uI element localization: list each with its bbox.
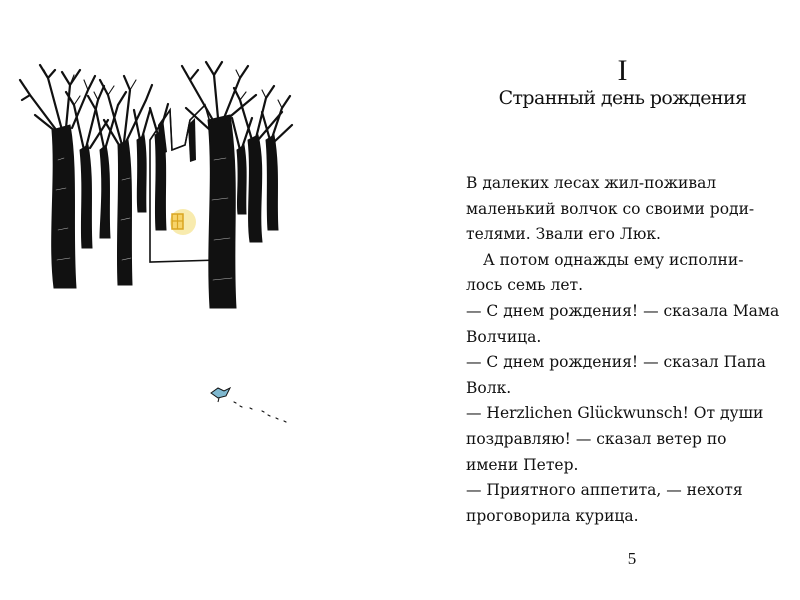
body-line: имени Петер. xyxy=(466,455,579,474)
body-line: — С днем рождения! — сказал Папа xyxy=(466,353,766,372)
bird-icon xyxy=(211,388,230,402)
body-line: поздравляю! — сказал ветер по xyxy=(466,429,727,448)
body-line: Волк. xyxy=(466,378,512,397)
lit-window-icon xyxy=(170,209,196,235)
body-line: проговорила курица. xyxy=(466,506,639,525)
body-line: — Приятного аппетита, — нехотя xyxy=(466,481,743,500)
forest-trees-icon xyxy=(20,62,292,308)
chapter-body xyxy=(466,171,786,529)
body-line: маленький волчок со своими роди- xyxy=(466,199,755,218)
body-line: В далеких лесах жил-поживал xyxy=(466,174,717,192)
chapter-number: I xyxy=(617,54,628,87)
body-line: Волчица. xyxy=(466,327,542,346)
body-line: — С днем рождения! — сказала Мама xyxy=(466,301,780,320)
body-line: А потом однажды ему исполни- xyxy=(483,250,744,269)
chapter-title: Странный день рождения xyxy=(498,87,747,109)
body-line: телями. Звали его Люк. xyxy=(466,225,661,244)
body-line: — Herzlichen Glückwunsch! От души xyxy=(466,404,764,423)
footprints-icon xyxy=(234,402,286,422)
page-number: 5 xyxy=(627,549,637,568)
body-line: лось семь лет. xyxy=(466,276,584,295)
